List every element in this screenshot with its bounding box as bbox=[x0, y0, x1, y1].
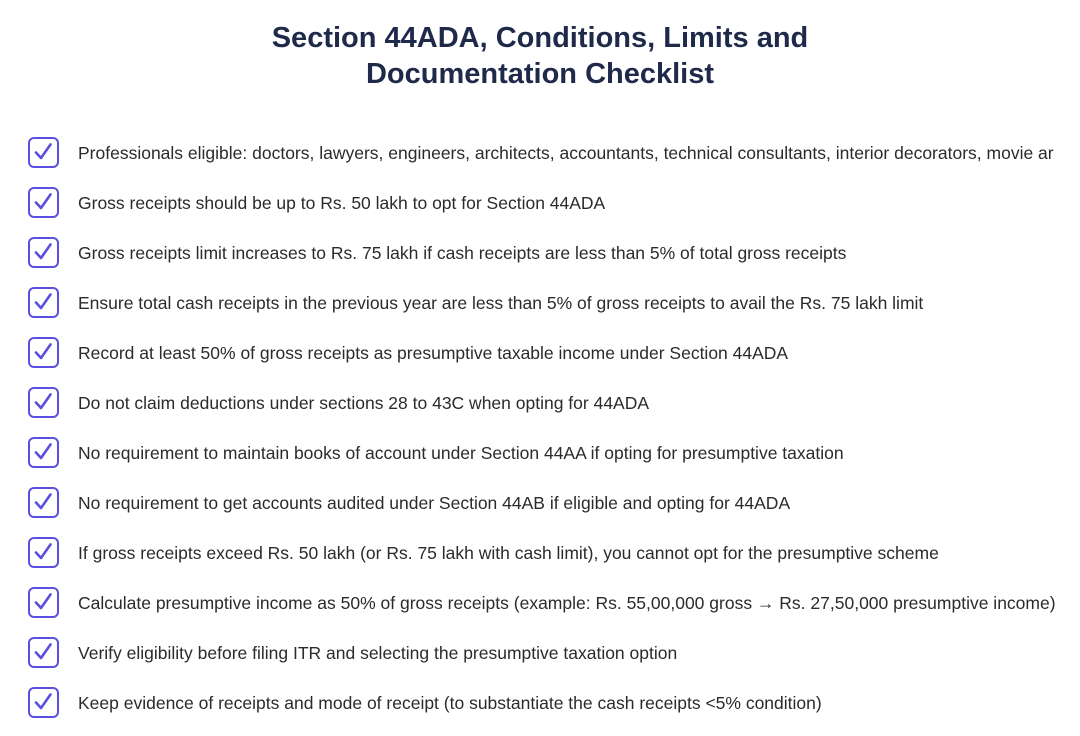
check-icon bbox=[32, 641, 54, 663]
check-icon bbox=[32, 691, 54, 713]
checklist-item-text: If gross receipts exceed Rs. 50 lakh (or Rs. 75 lakh with cash limit), you cannot opt for the presumptive scheme bbox=[78, 543, 939, 563]
checklist-item bbox=[0, 127, 1080, 177]
check-icon bbox=[32, 141, 54, 163]
checkbox[interactable] bbox=[28, 337, 59, 368]
checklist-item bbox=[0, 527, 1080, 577]
checkbox[interactable] bbox=[28, 487, 59, 518]
check-icon bbox=[32, 441, 54, 463]
page-title bbox=[0, 20, 1080, 92]
checklist-item bbox=[0, 227, 1080, 277]
checkbox[interactable] bbox=[28, 387, 59, 418]
check-icon bbox=[32, 291, 54, 313]
checklist-item-text: Verify eligibility before filing ITR and selecting the presumptive taxation option bbox=[78, 643, 678, 663]
checklist-item-text: Professionals eligible: doctors, lawyers, engineers, architects, accountants, technical consultants, interior decorators, movie ar bbox=[78, 143, 1054, 163]
checklist bbox=[0, 127, 1080, 727]
check-icon bbox=[32, 191, 54, 213]
checklist-item-text: Gross receipts should be up to Rs. 50 lakh to opt for Section 44ADA bbox=[78, 193, 606, 213]
checkbox[interactable] bbox=[28, 537, 59, 568]
checkbox[interactable] bbox=[28, 237, 59, 268]
check-icon bbox=[32, 491, 54, 513]
checklist-item bbox=[0, 377, 1080, 427]
checklist-item-text: Ensure total cash receipts in the previous year are less than 5% of gross receipts to avail the Rs. 75 lakh limit bbox=[78, 293, 924, 313]
checklist-item bbox=[0, 177, 1080, 227]
checkbox[interactable] bbox=[28, 587, 59, 618]
check-icon bbox=[32, 341, 54, 363]
checklist-item-text: Keep evidence of receipts and mode of receipt (to substantiate the cash receipts <5% condition) bbox=[78, 693, 822, 713]
checkbox[interactable] bbox=[28, 687, 59, 718]
checklist-item bbox=[0, 477, 1080, 527]
checklist-item bbox=[0, 627, 1080, 677]
checkbox[interactable] bbox=[28, 437, 59, 468]
checklist-item bbox=[0, 427, 1080, 477]
checkbox[interactable] bbox=[28, 637, 59, 668]
check-icon bbox=[32, 391, 54, 413]
check-icon bbox=[32, 591, 54, 613]
checklist-item-text: Do not claim deductions under sections 28 to 43C when opting for 44ADA bbox=[78, 393, 650, 413]
checklist-item bbox=[0, 277, 1080, 327]
checkbox[interactable] bbox=[28, 137, 59, 168]
checklist-item bbox=[0, 677, 1080, 727]
checklist-item-text: No requirement to get accounts audited under Section 44AB if eligible and opting for 44ADA bbox=[78, 493, 791, 513]
checkbox[interactable] bbox=[28, 187, 59, 218]
check-icon bbox=[32, 241, 54, 263]
check-icon bbox=[32, 541, 54, 563]
page-title-line-2: Documentation Checklist bbox=[365, 58, 715, 90]
checklist-item bbox=[0, 327, 1080, 377]
checklist-item bbox=[0, 577, 1080, 627]
checklist-item-text: Gross receipts limit increases to Rs. 75 lakh if cash receipts are less than 5% of total gross receipts bbox=[78, 243, 847, 263]
checklist-item-text: No requirement to maintain books of account under Section 44AA if opting for presumptive taxation bbox=[78, 443, 844, 463]
checklist-item-text: Calculate presumptive income as 50% of gross receipts (example: Rs. 55,00,000 gross → Rs. 27,50,000 presumptive income) bbox=[78, 593, 1056, 613]
checkbox[interactable] bbox=[28, 287, 59, 318]
page-title-line-1: Section 44ADA, Conditions, Limits and bbox=[271, 22, 809, 54]
checklist-item-text: Record at least 50% of gross receipts as presumptive taxable income under Section 44ADA bbox=[78, 343, 789, 363]
